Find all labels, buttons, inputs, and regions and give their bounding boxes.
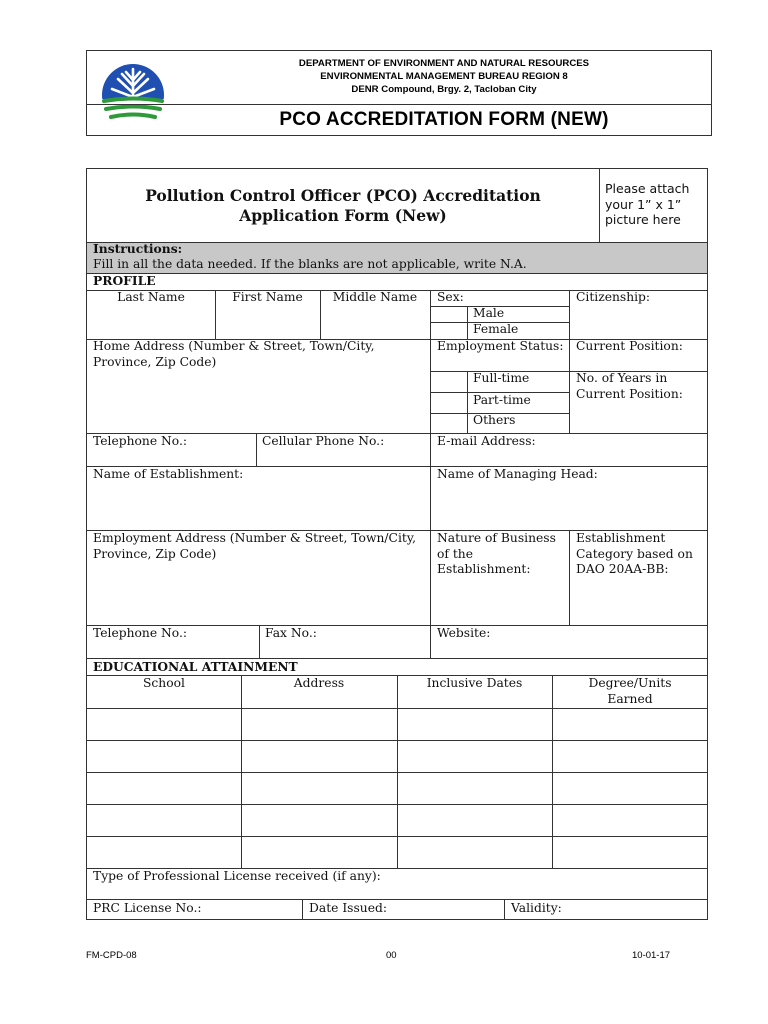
rule xyxy=(569,290,570,433)
rule xyxy=(430,466,431,658)
header-org-block xyxy=(177,57,711,96)
email-field[interactable]: E-mail Address: xyxy=(437,434,536,448)
denr-logo-icon xyxy=(98,63,168,125)
fax-field[interactable]: Fax No.: xyxy=(265,626,317,640)
telephone-field[interactable]: Telephone No.: xyxy=(93,434,188,448)
form-title-line2: Application Form (New) xyxy=(239,206,447,225)
document-header xyxy=(86,50,712,136)
date-issued-field[interactable]: Date Issued: xyxy=(309,901,388,915)
rule xyxy=(87,273,707,274)
validity-field[interactable]: Validity: xyxy=(511,901,562,915)
nature-of-business-field[interactable]: Nature of Business of the Establishment: xyxy=(437,531,556,576)
form-title-line1: Pollution Control Officer (PCO) Accreditation xyxy=(145,186,541,205)
form-title xyxy=(87,186,599,226)
employment-status-label: Employment Status: xyxy=(437,339,564,353)
last-name-field[interactable]: Last Name xyxy=(117,290,185,304)
first-name-field[interactable]: First Name xyxy=(232,290,303,304)
prc-license-field[interactable]: PRC License No.: xyxy=(93,901,202,915)
rule xyxy=(569,530,570,625)
rule xyxy=(467,371,468,433)
sex-label: Sex: xyxy=(437,290,464,304)
footer-date: 10-01-17 xyxy=(632,950,671,961)
profile-label: PROFILE xyxy=(93,273,156,288)
rule xyxy=(430,290,431,466)
photo-attach-note: Please attach your 1” x 1” picture here xyxy=(605,181,690,227)
status-option-full-time[interactable]: Full-time xyxy=(473,371,530,385)
website-field[interactable]: Website: xyxy=(437,626,491,640)
rule xyxy=(504,899,505,920)
home-address-field[interactable]: Home Address (Number & Street, Town/City, Province, Zip Code) xyxy=(93,339,375,369)
sex-option-male[interactable]: Male xyxy=(473,306,505,320)
footer-form-code: FM-CPD-08 xyxy=(86,950,137,961)
edu-col-address: Address xyxy=(293,676,345,690)
edu-row[interactable] xyxy=(87,837,707,868)
establishment-name-field[interactable]: Name of Establishment: xyxy=(93,467,244,481)
rule xyxy=(259,625,260,658)
years-in-position-field[interactable]: No. of Years in Current Position: xyxy=(576,371,683,401)
edu-col-school: School xyxy=(143,676,185,690)
edu-col-inclusive-dates: Inclusive Dates xyxy=(426,676,523,690)
cellular-field[interactable]: Cellular Phone No.: xyxy=(262,434,385,448)
managing-head-field[interactable]: Name of Managing Head: xyxy=(437,467,598,481)
edu-row[interactable] xyxy=(87,741,707,772)
header-divider xyxy=(87,104,711,105)
document-title: PCO ACCREDITATION FORM (NEW) xyxy=(279,109,609,130)
edu-row[interactable] xyxy=(87,773,707,804)
instructions-text: Fill in all the data needed. If the blanks are not applicable, write N.A. xyxy=(93,257,527,271)
rule xyxy=(302,899,303,920)
org-bureau: ENVIRONMENTAL MANAGEMENT BUREAU REGION 8 xyxy=(320,71,568,82)
education-label: EDUCATIONAL ATTAINMENT xyxy=(93,659,298,674)
footer-revision: 00 xyxy=(386,950,397,961)
application-form xyxy=(86,168,708,920)
sex-option-female[interactable]: Female xyxy=(473,322,519,336)
rule xyxy=(599,169,600,242)
current-position-field[interactable]: Current Position: xyxy=(576,339,683,353)
status-option-others[interactable]: Others xyxy=(473,413,516,427)
license-type-field[interactable]: Type of Professional License received (if any): xyxy=(93,869,381,883)
citizenship-field[interactable]: Citizenship: xyxy=(576,290,651,304)
telephone2-field[interactable]: Telephone No.: xyxy=(93,626,188,640)
rule xyxy=(256,433,257,466)
rule xyxy=(87,899,707,900)
status-option-part-time[interactable]: Part-time xyxy=(473,393,531,407)
establishment-category-field[interactable]: Establishment Category based on DAO 20AA-BB: xyxy=(576,531,693,576)
edu-row[interactable] xyxy=(87,805,707,836)
rule xyxy=(467,306,468,339)
edu-row[interactable] xyxy=(87,709,707,740)
org-address: DENR Compound, Brgy. 2, Tacloban City xyxy=(351,84,537,95)
org-department: DEPARTMENT OF ENVIRONMENT AND NATURAL RESOURCES xyxy=(298,58,590,69)
instructions-label: Instructions: xyxy=(93,241,183,256)
edu-col-degree: Degree/Units Earned xyxy=(588,676,672,706)
employment-address-field[interactable]: Employment Address (Number & Street, Town/City, Province, Zip Code) xyxy=(93,531,417,561)
middle-name-field[interactable]: Middle Name xyxy=(332,290,418,304)
